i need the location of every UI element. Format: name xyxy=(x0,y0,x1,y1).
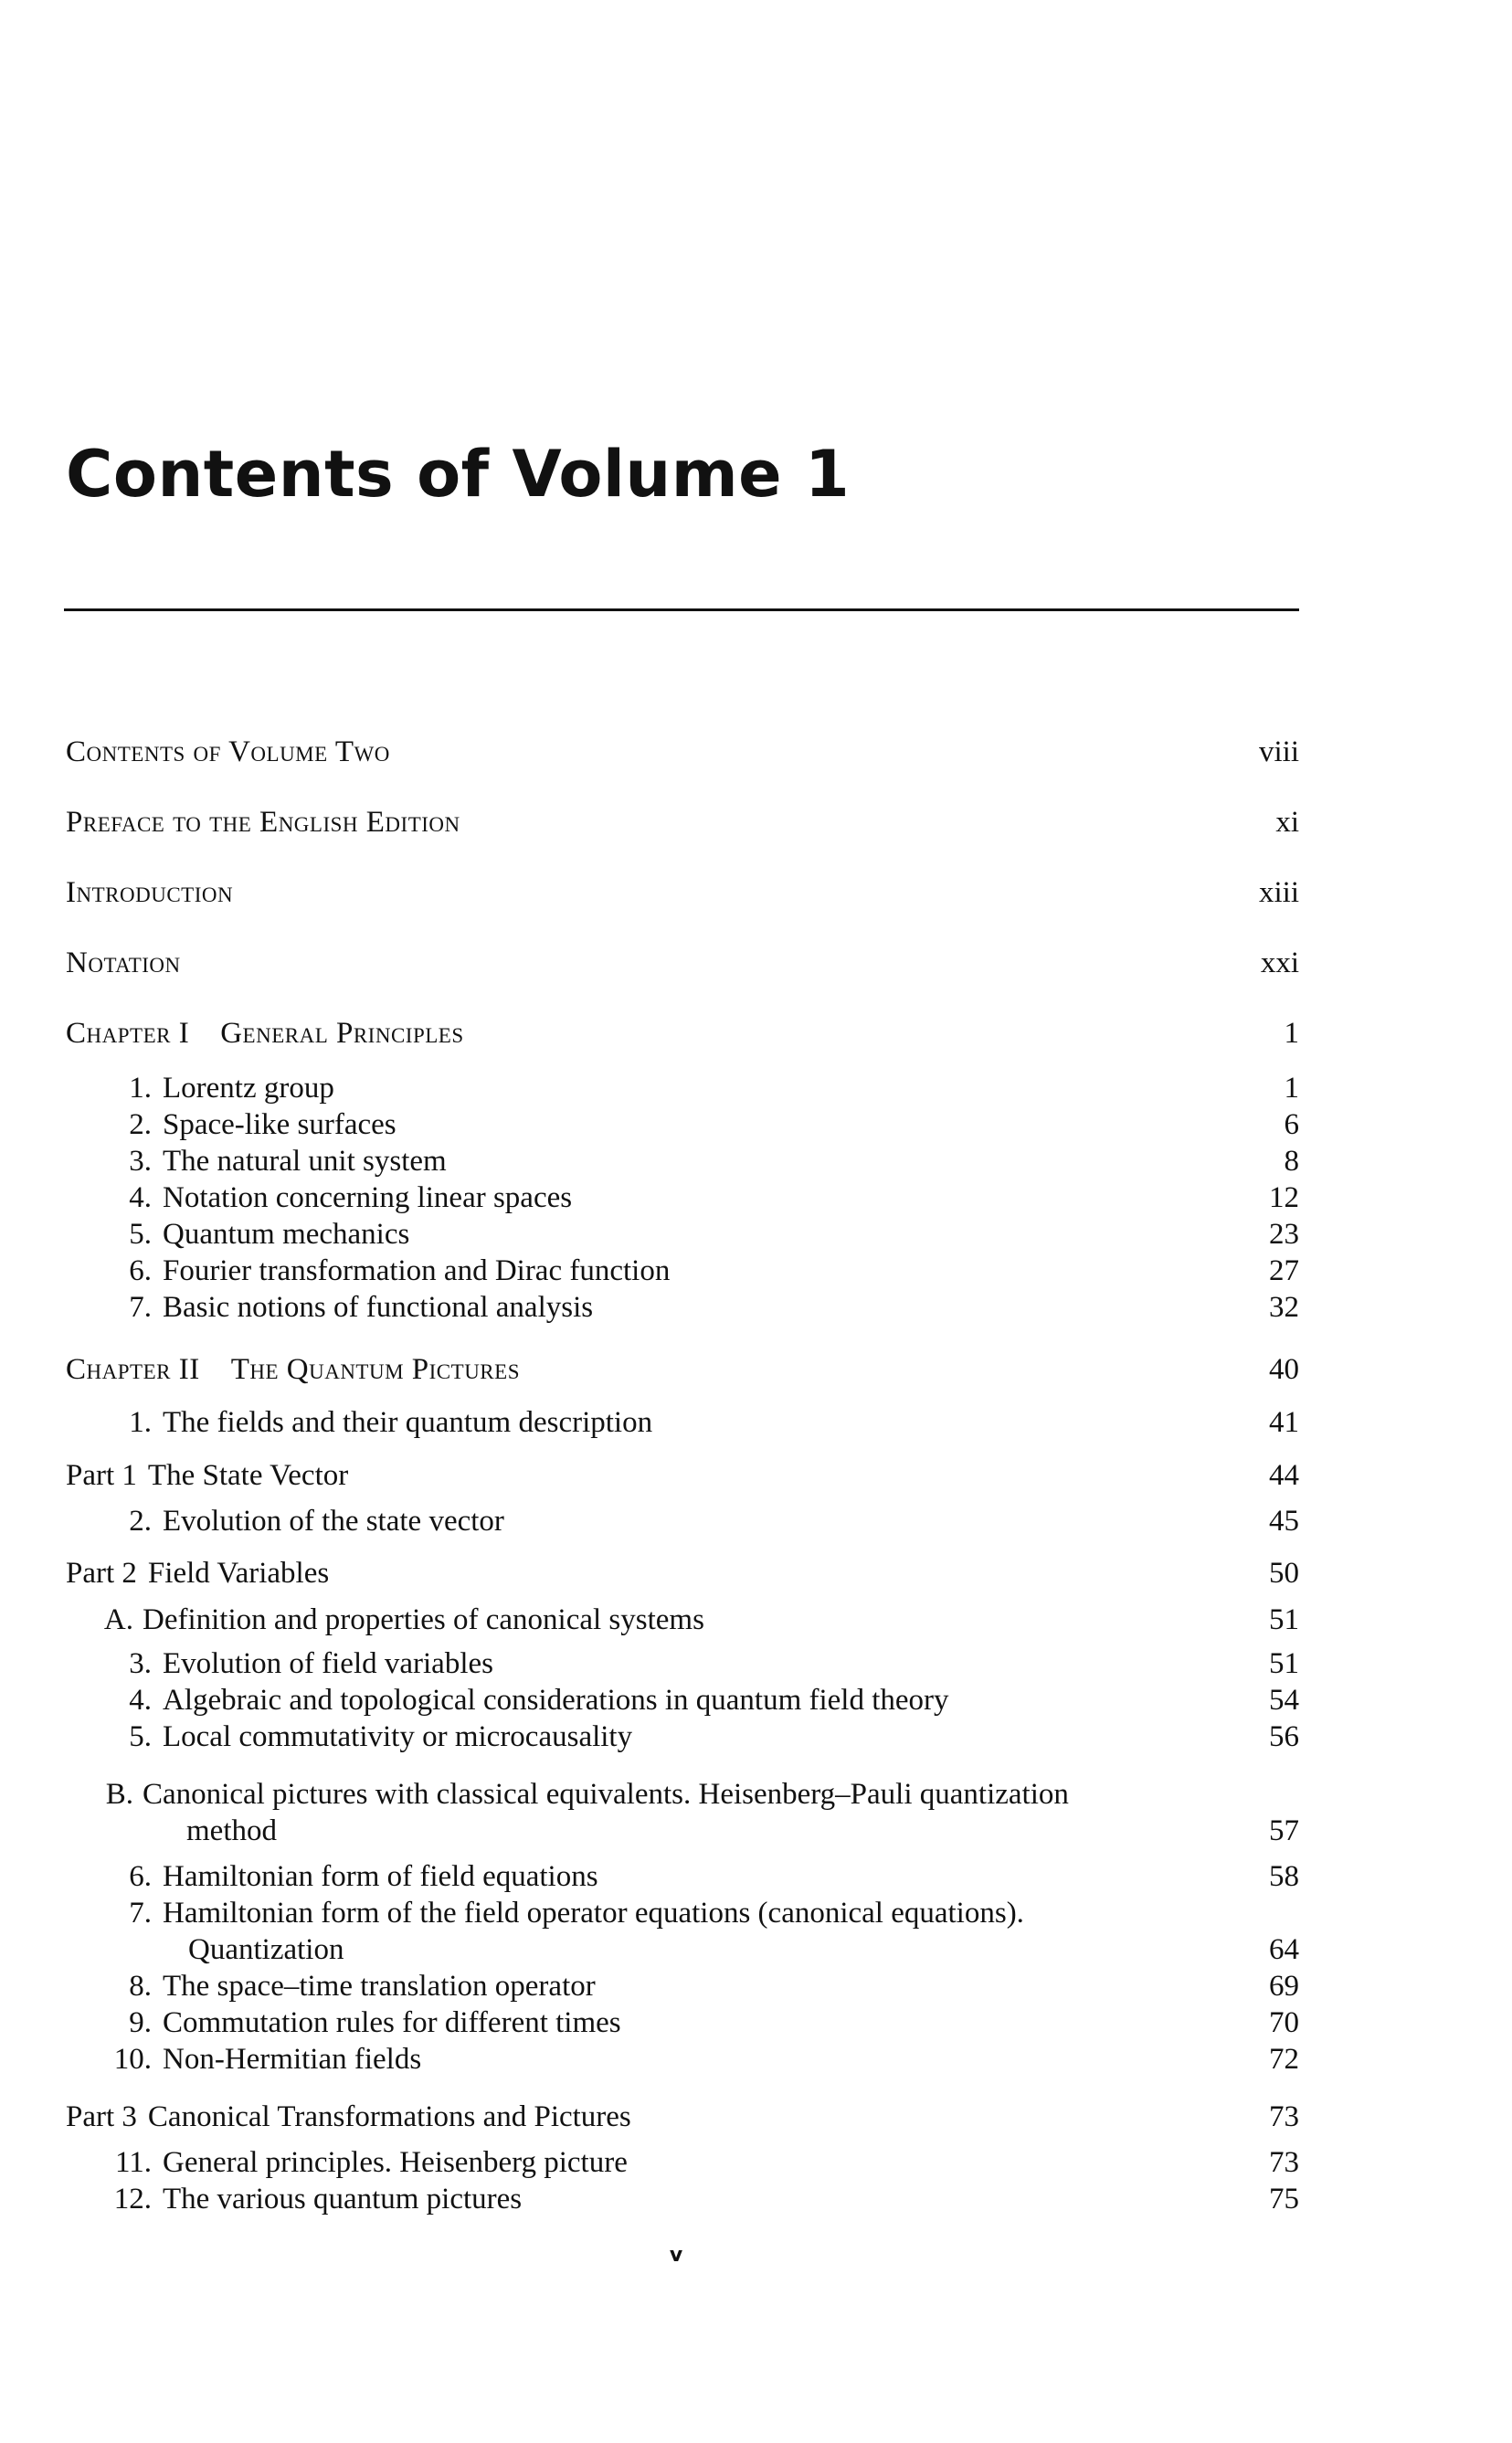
item-number: 1. xyxy=(129,1406,152,1439)
toc-chapter-1[interactable] xyxy=(66,1015,1299,1052)
toc-chapter-2[interactable] xyxy=(66,1351,1299,1388)
toc-entry-page: 73 xyxy=(1269,2100,1299,2133)
item-number: 3. xyxy=(129,1145,152,1178)
section-letter: A. xyxy=(103,1603,133,1636)
toc-item[interactable] xyxy=(66,1143,1299,1179)
toc-item[interactable] xyxy=(66,2004,1299,2041)
toc-item[interactable] xyxy=(66,1216,1299,1253)
chapter-label: Chapter II xyxy=(66,1353,200,1386)
item-text: Local commutativity or microcausality xyxy=(163,1720,633,1753)
toc-entry-page: xxi xyxy=(1260,947,1299,979)
toc-item[interactable] xyxy=(66,1858,1299,1895)
item-number: 1. xyxy=(129,1072,152,1105)
item-number: 8. xyxy=(129,1970,152,2003)
item-number: 12. xyxy=(113,2183,152,2216)
toc-part-1[interactable] xyxy=(66,1457,1299,1494)
item-text: Hamiltonian form of the field operator equations (canonical equations). xyxy=(163,1897,1024,1930)
toc-entry-page: 32 xyxy=(1269,1291,1299,1324)
toc-entry-notation[interactable] xyxy=(66,945,1299,981)
item-text: Algebraic and topological considerations in quantum field theory xyxy=(163,1684,949,1717)
item-number: 2. xyxy=(129,1108,152,1141)
item-number: 3. xyxy=(129,1647,152,1680)
item-text: The various quantum pictures xyxy=(163,2183,523,2216)
toc-entry-page: 57 xyxy=(1269,1814,1299,1847)
item-text: Basic notions of functional analysis xyxy=(163,1291,594,1324)
item-text-continued: Quantization xyxy=(188,1933,344,1966)
item-number: 11. xyxy=(114,2146,152,2179)
toc-entry-page: 54 xyxy=(1269,1684,1299,1717)
toc-item[interactable] xyxy=(66,1645,1299,1682)
section-text: Canonical pictures with classical equivalents. Heisenberg–Pauli quantization xyxy=(143,1778,1069,1811)
item-number: 4. xyxy=(129,1684,152,1717)
toc-entry-page: 69 xyxy=(1269,1970,1299,2003)
toc-entry-page: 1 xyxy=(1284,1017,1299,1050)
toc-part-3[interactable] xyxy=(66,2099,1299,2135)
toc-item[interactable] xyxy=(66,2041,1299,2078)
toc-entry-page: 64 xyxy=(1269,1933,1299,1966)
part-title: Canonical Transformations and Pictures xyxy=(147,2100,631,2133)
toc-entry-page: 75 xyxy=(1269,2183,1299,2216)
item-number: 10. xyxy=(113,2043,152,2076)
toc-section-b-continued[interactable] xyxy=(66,1813,1299,1849)
toc-entry-page: 45 xyxy=(1269,1505,1299,1538)
toc-entry-page: viii xyxy=(1258,735,1299,768)
item-text: The natural unit system xyxy=(163,1145,447,1178)
toc-entry-page: 73 xyxy=(1269,2146,1299,2179)
section-text-continued: method xyxy=(186,1814,277,1847)
page-folio: v xyxy=(669,2244,683,2267)
toc-entry-page: 72 xyxy=(1269,2043,1299,2076)
item-number: 5. xyxy=(129,1218,152,1251)
toc-entry-page: 40 xyxy=(1269,1353,1299,1386)
toc-item[interactable] xyxy=(66,1719,1299,1755)
chapter-title: General Principles xyxy=(220,1017,464,1050)
item-text: Notation concerning linear spaces xyxy=(163,1181,573,1214)
toc-entry-page: 12 xyxy=(1269,1181,1299,1214)
toc-section-b[interactable] xyxy=(66,1776,1299,1813)
toc-item[interactable] xyxy=(66,1106,1299,1143)
item-number: 7. xyxy=(129,1897,152,1930)
part-title: Field Variables xyxy=(147,1557,330,1590)
toc-entry-page: 56 xyxy=(1269,1720,1299,1753)
toc-entry-page: 51 xyxy=(1269,1603,1299,1636)
toc-entry-page: 41 xyxy=(1269,1406,1299,1439)
item-text: Fourier transformation and Dirac function xyxy=(163,1254,671,1287)
toc-item[interactable] xyxy=(66,1070,1299,1106)
toc-entry-page: 27 xyxy=(1269,1254,1299,1287)
toc-entry-page: xiii xyxy=(1258,876,1299,909)
toc-entry-label: Introduction xyxy=(66,876,234,909)
toc-entry-page: 6 xyxy=(1284,1108,1299,1141)
item-text: Lorentz group xyxy=(163,1072,334,1105)
part-label: Part 3 xyxy=(66,2100,137,2133)
toc-item[interactable] xyxy=(66,1895,1299,1931)
item-number: 6. xyxy=(129,1254,152,1287)
item-text: The space–time translation operator xyxy=(163,1970,596,2003)
toc-item-continued[interactable] xyxy=(66,1931,1299,1968)
part-label: Part 1 xyxy=(66,1459,137,1492)
toc-entry-page: 50 xyxy=(1269,1557,1299,1590)
toc-entry-introduction[interactable] xyxy=(66,874,1299,911)
toc-entry-page: 44 xyxy=(1269,1459,1299,1492)
toc-entry-page: 23 xyxy=(1269,1218,1299,1251)
toc-entry-page: 1 xyxy=(1284,1072,1299,1105)
page-title: Contents of Volume 1 xyxy=(66,437,851,512)
item-text: Non-Hermitian fields xyxy=(163,2043,422,2076)
item-text: Evolution of field variables xyxy=(163,1647,493,1680)
item-text: Evolution of the state vector xyxy=(163,1505,504,1538)
item-number: 4. xyxy=(129,1181,152,1214)
toc-entry-page: 58 xyxy=(1269,1860,1299,1893)
toc-entry-label: Notation xyxy=(66,947,181,979)
item-number: 6. xyxy=(129,1860,152,1893)
toc-entry-page: 8 xyxy=(1284,1145,1299,1178)
toc-section-a[interactable] xyxy=(66,1602,1299,1638)
toc-entry-page: 51 xyxy=(1269,1647,1299,1680)
item-number: 7. xyxy=(129,1291,152,1324)
toc-entry-contents-volume-two[interactable] xyxy=(66,734,1299,770)
toc-entry-page: 70 xyxy=(1269,2006,1299,2039)
part-label: Part 2 xyxy=(66,1557,137,1590)
item-text: Quantum mechanics xyxy=(163,1218,410,1251)
item-number: 9. xyxy=(129,2006,152,2039)
toc-entry-label: Preface to the English Edition xyxy=(66,806,460,839)
item-text: Commutation rules for different times xyxy=(163,2006,621,2039)
toc-item[interactable] xyxy=(66,1682,1299,1719)
item-text: The fields and their quantum description xyxy=(163,1406,653,1439)
toc-item[interactable] xyxy=(66,1179,1299,1216)
section-letter: B. xyxy=(105,1778,133,1811)
toc-entry-preface[interactable] xyxy=(66,804,1299,841)
chapter-label: Chapter I xyxy=(66,1017,190,1050)
toc-item[interactable] xyxy=(66,1253,1299,1289)
item-text: General principles. Heisenberg picture xyxy=(163,2146,628,2179)
toc-item[interactable] xyxy=(66,1289,1299,1326)
toc-item[interactable] xyxy=(66,2181,1299,2217)
part-title: The State Vector xyxy=(147,1459,349,1492)
toc-item[interactable] xyxy=(66,2144,1299,2181)
item-number: 5. xyxy=(129,1720,152,1753)
item-text: Space-like surfaces xyxy=(163,1108,397,1141)
toc-item[interactable] xyxy=(66,1503,1299,1539)
item-number: 2. xyxy=(129,1505,152,1538)
toc-entry-page: xi xyxy=(1275,806,1299,839)
toc-item[interactable] xyxy=(66,1968,1299,2004)
toc-part-2[interactable] xyxy=(66,1555,1299,1592)
title-rule xyxy=(64,608,1299,611)
chapter-title: The Quantum Pictures xyxy=(230,1353,520,1386)
toc-item[interactable] xyxy=(66,1404,1299,1441)
section-text: Definition and properties of canonical systems xyxy=(143,1603,704,1636)
item-text: Hamiltonian form of field equations xyxy=(163,1860,598,1893)
toc-entry-label: Contents of Volume Two xyxy=(66,735,390,768)
